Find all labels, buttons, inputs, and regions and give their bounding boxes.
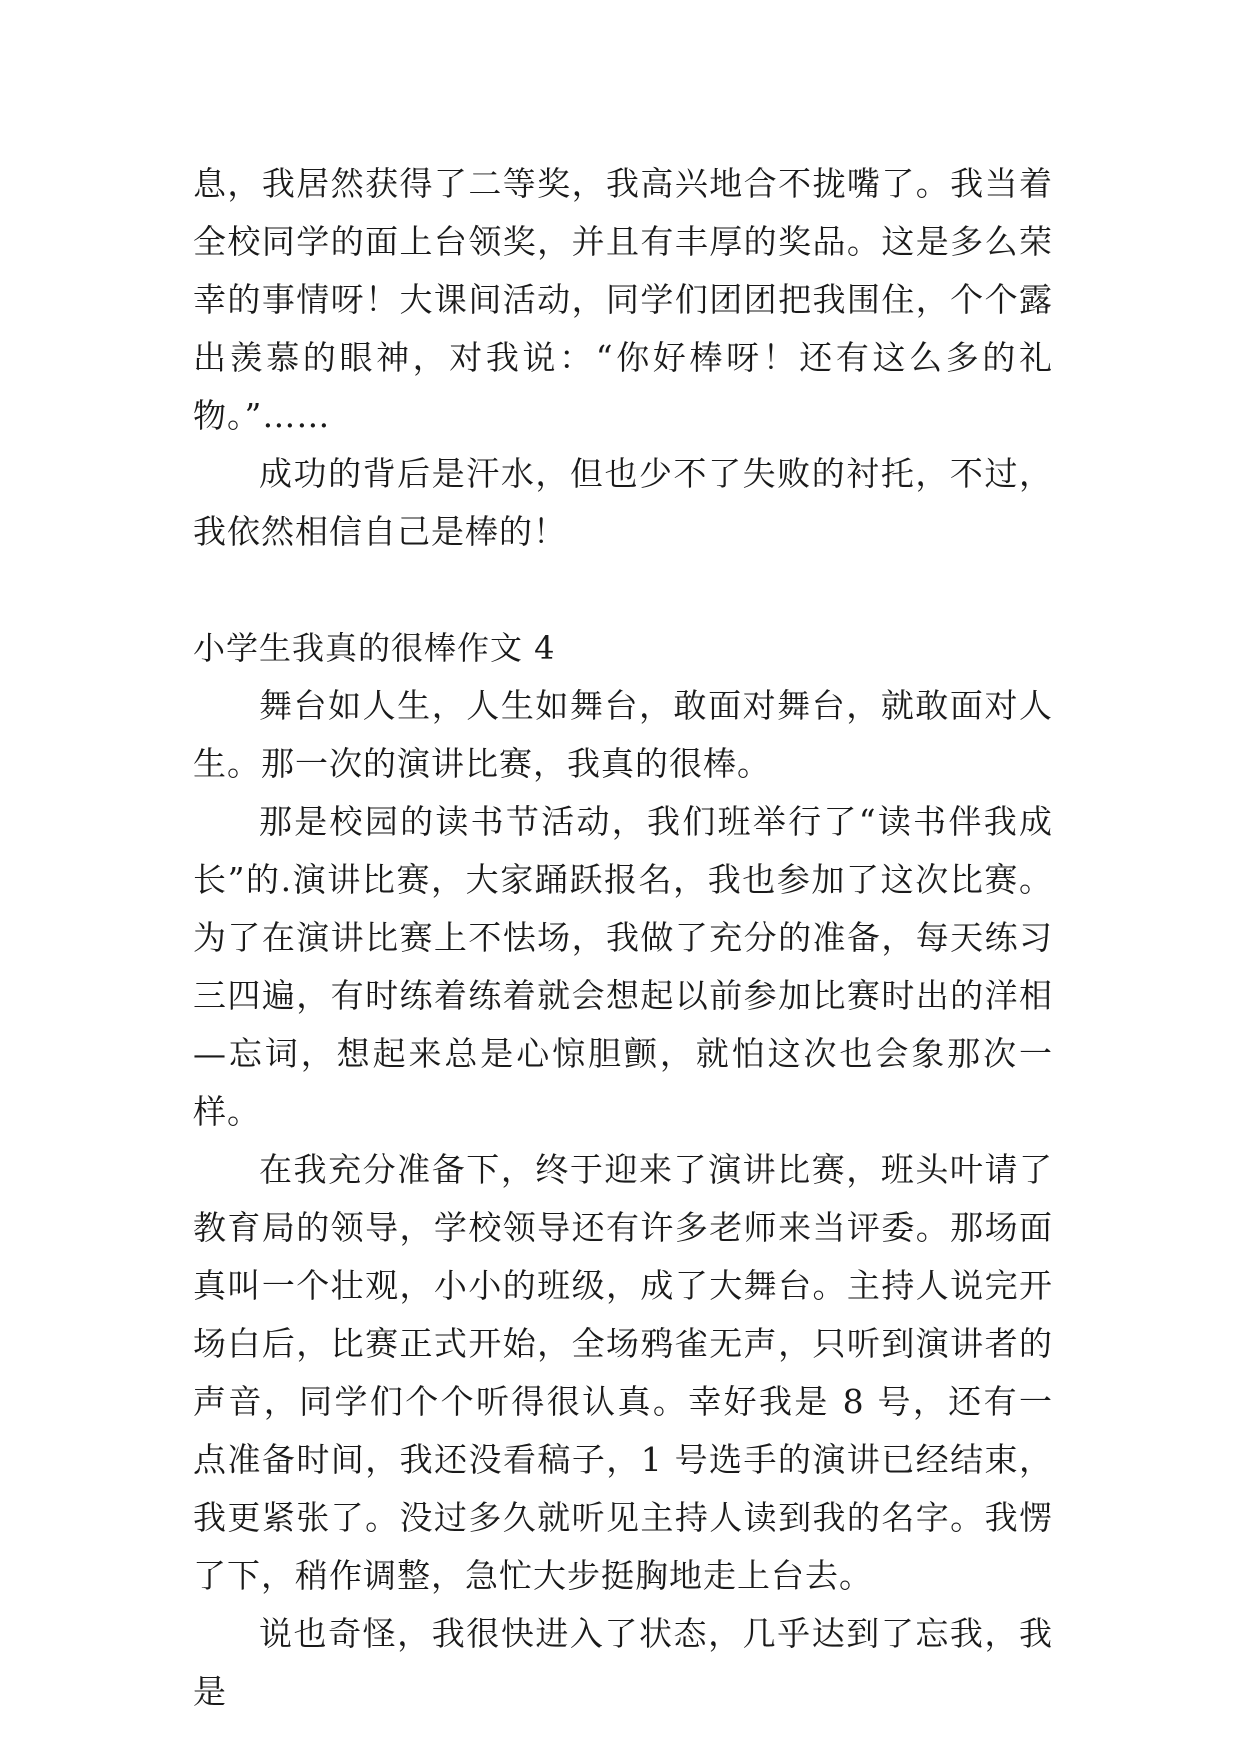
paragraph-competition: 在我充分准备下，终于迎来了演讲比赛，班头叶请了教育局的领导，学校领导还有许多老师来当评委。那场面真叫一个壮观，小小的班级，成了大舞台。主持人说完开场白后，比赛正式开始，全场鸦雀无声，只听到演讲者的声音，同学们个个听得很认真。幸好我是 8 号，还有一点准备时间，我还没看稿子，1 号选手的演讲已经结束，我更紧张了。没过多久就听见主持人读到我的名字。我愣了下，稍作调整，急忙大步挺胸地走上台去。 [193, 1150, 1053, 1595]
paragraph-performance: 说也奇怪，我很快进入了状态，几乎达到了忘我，我是 [193, 1614, 1053, 1711]
section-title: 小学生我真的很棒作文 4 [193, 629, 556, 667]
paragraph-preparation: 那是校园的读书节活动，我们班举行了“读书伴我成长”的.演讲比赛，大家踊跃报名，我也参加了这次比赛。为了在演讲比赛上不怯场，我做了充分的准备，每天练习三四遍，有时练着练着就会想起以前参加比赛时出的洋相—忘词，想起来总是心惊胆颤，就怕这次也会象那次一样。 [193, 802, 1053, 1131]
paragraph-conclusion: 成功的背后是汗水，但也少不了失败的衬托，不过，我依然相信自己是棒的！ [193, 454, 1053, 551]
paragraph-opening: 舞台如人生，人生如舞台，敢面对舞台，就敢面对人生。那一次的演讲比赛，我真的很棒。 [193, 686, 1053, 783]
paragraph-continuation: 息，我居然获得了二等奖，我高兴地合不拢嘴了。我当着全校同学的面上台领奖，并且有丰厚的奖品。这是多么荣幸的事情呀！大课间活动，同学们团团把我围住，个个露出羡慕的眼神，对我说：“你好棒呀！还有这么多的礼物。”…… [193, 164, 1053, 435]
text-column [193, 155, 1053, 1721]
